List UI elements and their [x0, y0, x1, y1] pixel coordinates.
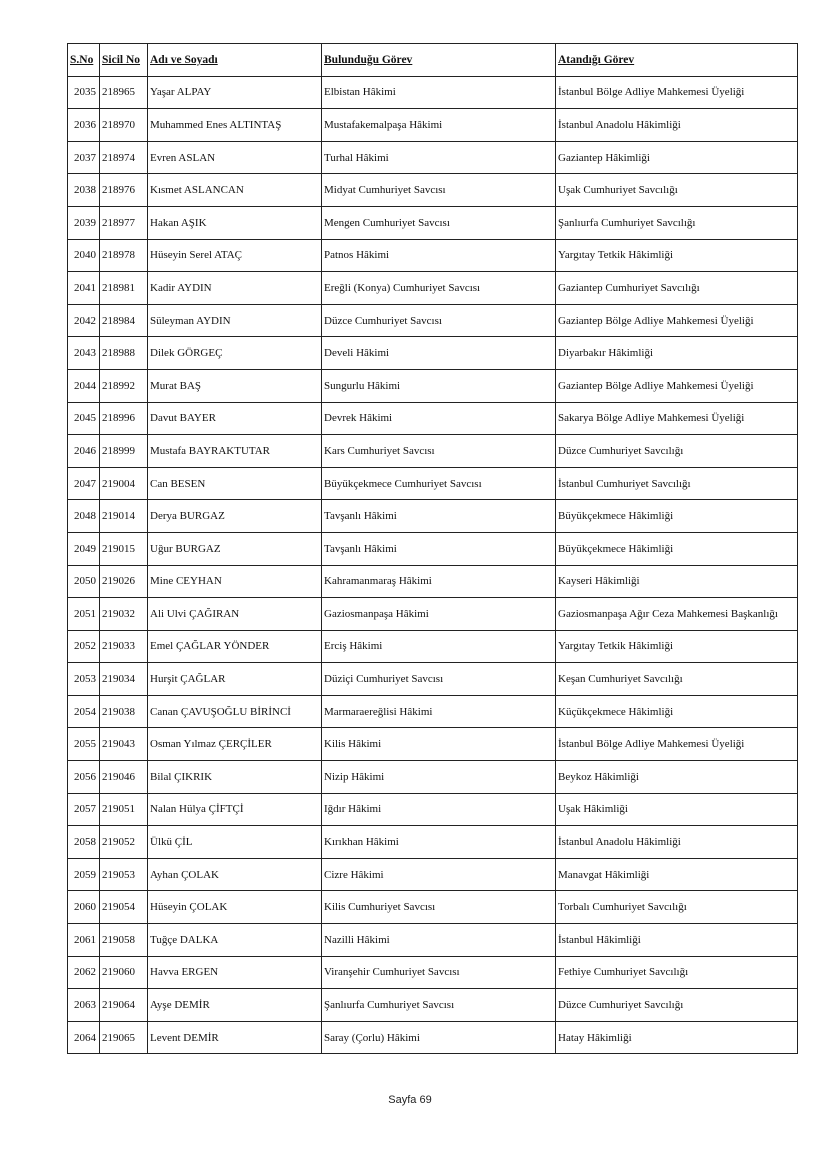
cell-name: Kısmet ASLANCAN — [148, 174, 322, 207]
cell-sno: 2043 — [68, 337, 100, 370]
cell-sno: 2051 — [68, 598, 100, 631]
cell-assigned-position: Beykoz Hâkimliği — [556, 761, 798, 794]
cell-name: Havva ERGEN — [148, 956, 322, 989]
cell-current-position: Ereğli (Konya) Cumhuriyet Savcısı — [322, 272, 556, 305]
cell-assigned-position: Gaziantep Bölge Adliye Mahkemesi Üyeliği — [556, 304, 798, 337]
cell-name: Osman Yılmaz ÇERÇİLER — [148, 728, 322, 761]
table-header-row — [68, 44, 798, 77]
cell-sicil-no: 218992 — [100, 369, 148, 402]
cell-name: Nalan Hülya ÇİFTÇİ — [148, 793, 322, 826]
table-row — [68, 239, 798, 272]
table-row — [68, 956, 798, 989]
appointments-table — [67, 43, 798, 1054]
cell-name: Davut BAYER — [148, 402, 322, 435]
cell-name: Levent DEMİR — [148, 1021, 322, 1054]
table-row — [68, 500, 798, 533]
cell-assigned-position: Fethiye Cumhuriyet Savcılığı — [556, 956, 798, 989]
cell-sicil-no: 219060 — [100, 956, 148, 989]
table-row — [68, 826, 798, 859]
cell-name: Mine CEYHAN — [148, 565, 322, 598]
cell-sicil-no: 219038 — [100, 695, 148, 728]
cell-sicil-no: 218981 — [100, 272, 148, 305]
cell-name: Bilal ÇIKRIK — [148, 761, 322, 794]
cell-sicil-no: 218974 — [100, 141, 148, 174]
table-row — [68, 989, 798, 1022]
table-row — [68, 598, 798, 631]
table-row — [68, 304, 798, 337]
cell-name: Kadir AYDIN — [148, 272, 322, 305]
cell-assigned-position: Uşak Hâkimliği — [556, 793, 798, 826]
cell-name: Hurşit ÇAĞLAR — [148, 663, 322, 696]
cell-sno: 2039 — [68, 206, 100, 239]
cell-name: Mustafa BAYRAKTUTAR — [148, 435, 322, 468]
cell-sicil-no: 219052 — [100, 826, 148, 859]
table-row — [68, 532, 798, 565]
cell-current-position: Cizre Hâkimi — [322, 858, 556, 891]
cell-current-position: Mustafakemalpaşa Hâkimi — [322, 109, 556, 142]
cell-current-position: Elbistan Hâkimi — [322, 76, 556, 109]
table-row — [68, 206, 798, 239]
table-row — [68, 76, 798, 109]
cell-sno: 2038 — [68, 174, 100, 207]
cell-sno: 2052 — [68, 630, 100, 663]
table-row — [68, 109, 798, 142]
cell-assigned-position: Gaziantep Cumhuriyet Savcılığı — [556, 272, 798, 305]
table-body — [68, 76, 798, 1054]
table-row — [68, 337, 798, 370]
cell-sicil-no: 219053 — [100, 858, 148, 891]
cell-current-position: Develi Hâkimi — [322, 337, 556, 370]
cell-sicil-no: 219004 — [100, 467, 148, 500]
header-assigned-position: Atandığı Görev — [556, 44, 798, 77]
page-number: Sayfa 69 — [388, 1094, 432, 1106]
cell-sno: 2035 — [68, 76, 100, 109]
cell-current-position: Devrek Hâkimi — [322, 402, 556, 435]
cell-assigned-position: İstanbul Cumhuriyet Savcılığı — [556, 467, 798, 500]
cell-sno: 2045 — [68, 402, 100, 435]
cell-sicil-no: 218977 — [100, 206, 148, 239]
cell-current-position: Gaziosmanpaşa Hâkimi — [322, 598, 556, 631]
cell-sicil-no: 219032 — [100, 598, 148, 631]
cell-current-position: Tavşanlı Hâkimi — [322, 532, 556, 565]
table-row — [68, 1021, 798, 1054]
cell-assigned-position: Torbalı Cumhuriyet Savcılığı — [556, 891, 798, 924]
cell-sno: 2064 — [68, 1021, 100, 1054]
cell-assigned-position: Düzce Cumhuriyet Savcılığı — [556, 989, 798, 1022]
cell-sicil-no: 219064 — [100, 989, 148, 1022]
cell-sno: 2037 — [68, 141, 100, 174]
table-row — [68, 924, 798, 957]
cell-assigned-position: Büyükçekmece Hâkimliği — [556, 532, 798, 565]
cell-name: Ülkü ÇİL — [148, 826, 322, 859]
cell-name: Evren ASLAN — [148, 141, 322, 174]
cell-sicil-no: 218996 — [100, 402, 148, 435]
table-row — [68, 728, 798, 761]
cell-sno: 2061 — [68, 924, 100, 957]
cell-sno: 2053 — [68, 663, 100, 696]
cell-current-position: Tavşanlı Hâkimi — [322, 500, 556, 533]
cell-assigned-position: Gaziantep Bölge Adliye Mahkemesi Üyeliği — [556, 369, 798, 402]
cell-name: Muhammed Enes ALTINTAŞ — [148, 109, 322, 142]
cell-sno: 2063 — [68, 989, 100, 1022]
cell-name: Hakan AŞIK — [148, 206, 322, 239]
cell-assigned-position: Uşak Cumhuriyet Savcılığı — [556, 174, 798, 207]
cell-current-position: Nazilli Hâkimi — [322, 924, 556, 957]
cell-assigned-position: Kayseri Hâkimliği — [556, 565, 798, 598]
cell-sicil-no: 218978 — [100, 239, 148, 272]
cell-sno: 2036 — [68, 109, 100, 142]
cell-name: Canan ÇAVUŞOĞLU BİRİNCİ — [148, 695, 322, 728]
cell-sno: 2047 — [68, 467, 100, 500]
cell-name: Dilek GÖRGEÇ — [148, 337, 322, 370]
cell-assigned-position: Büyükçekmece Hâkimliği — [556, 500, 798, 533]
cell-current-position: Midyat Cumhuriyet Savcısı — [322, 174, 556, 207]
cell-sno: 2057 — [68, 793, 100, 826]
cell-current-position: Sungurlu Hâkimi — [322, 369, 556, 402]
cell-sicil-no: 218965 — [100, 76, 148, 109]
cell-sicil-no: 219026 — [100, 565, 148, 598]
cell-name: Murat BAŞ — [148, 369, 322, 402]
cell-current-position: Şanlıurfa Cumhuriyet Savcısı — [322, 989, 556, 1022]
table-row — [68, 174, 798, 207]
table-row — [68, 141, 798, 174]
table-row — [68, 695, 798, 728]
cell-assigned-position: Keşan Cumhuriyet Savcılığı — [556, 663, 798, 696]
cell-sicil-no: 219046 — [100, 761, 148, 794]
cell-current-position: Viranşehir Cumhuriyet Savcısı — [322, 956, 556, 989]
cell-assigned-position: İstanbul Bölge Adliye Mahkemesi Üyeliği — [556, 76, 798, 109]
cell-assigned-position: Yargıtay Tetkik Hâkimliği — [556, 239, 798, 272]
cell-name: Derya BURGAZ — [148, 500, 322, 533]
cell-current-position: Kars Cumhuriyet Savcısı — [322, 435, 556, 468]
table-row — [68, 793, 798, 826]
cell-current-position: Erciş Hâkimi — [322, 630, 556, 663]
cell-sicil-no: 219051 — [100, 793, 148, 826]
cell-sno: 2044 — [68, 369, 100, 402]
cell-assigned-position: Manavgat Hâkimliği — [556, 858, 798, 891]
table-row — [68, 858, 798, 891]
cell-assigned-position: Gaziantep Hâkimliği — [556, 141, 798, 174]
cell-current-position: Büyükçekmece Cumhuriyet Savcısı — [322, 467, 556, 500]
cell-assigned-position: Gaziosmanpaşa Ağır Ceza Mahkemesi Başkanlığı — [556, 598, 798, 631]
cell-sno: 2049 — [68, 532, 100, 565]
cell-sicil-no: 218999 — [100, 435, 148, 468]
cell-assigned-position: İstanbul Anadolu Hâkimliği — [556, 826, 798, 859]
header-current-position: Bulunduğu Görev — [322, 44, 556, 77]
table-row — [68, 630, 798, 663]
cell-sicil-no: 218988 — [100, 337, 148, 370]
cell-current-position: Düziçi Cumhuriyet Savcısı — [322, 663, 556, 696]
table-row — [68, 369, 798, 402]
cell-assigned-position: Yargıtay Tetkik Hâkimliği — [556, 630, 798, 663]
cell-sno: 2054 — [68, 695, 100, 728]
cell-name: Ayşe DEMİR — [148, 989, 322, 1022]
cell-sno: 2042 — [68, 304, 100, 337]
cell-assigned-position: Şanlıurfa Cumhuriyet Savcılığı — [556, 206, 798, 239]
cell-name: Can BESEN — [148, 467, 322, 500]
table-row — [68, 272, 798, 305]
cell-sno: 2041 — [68, 272, 100, 305]
cell-assigned-position: Düzce Cumhuriyet Savcılığı — [556, 435, 798, 468]
cell-sicil-no: 219043 — [100, 728, 148, 761]
cell-name: Ayhan ÇOLAK — [148, 858, 322, 891]
cell-sicil-no: 219058 — [100, 924, 148, 957]
table-row — [68, 565, 798, 598]
cell-current-position: Marmaraereğlisi Hâkimi — [322, 695, 556, 728]
cell-assigned-position: Sakarya Bölge Adliye Mahkemesi Üyeliği — [556, 402, 798, 435]
cell-sicil-no: 219034 — [100, 663, 148, 696]
cell-current-position: Kahramanmaraş Hâkimi — [322, 565, 556, 598]
cell-sicil-no: 219033 — [100, 630, 148, 663]
cell-sicil-no: 218976 — [100, 174, 148, 207]
cell-current-position: Patnos Hâkimi — [322, 239, 556, 272]
cell-sicil-no: 218984 — [100, 304, 148, 337]
cell-sicil-no: 219015 — [100, 532, 148, 565]
cell-assigned-position: İstanbul Hâkimliği — [556, 924, 798, 957]
cell-current-position: Kilis Hâkimi — [322, 728, 556, 761]
cell-sno: 2059 — [68, 858, 100, 891]
cell-sno: 2050 — [68, 565, 100, 598]
table-row — [68, 435, 798, 468]
cell-sno: 2060 — [68, 891, 100, 924]
cell-assigned-position: Küçükçekmece Hâkimliği — [556, 695, 798, 728]
cell-name: Ali Ulvi ÇAĞIRAN — [148, 598, 322, 631]
table-row — [68, 402, 798, 435]
cell-sno: 2046 — [68, 435, 100, 468]
cell-assigned-position: İstanbul Anadolu Hâkimliği — [556, 109, 798, 142]
cell-current-position: Düzce Cumhuriyet Savcısı — [322, 304, 556, 337]
cell-name: Hüseyin Serel ATAÇ — [148, 239, 322, 272]
header-name: Adı ve Soyadı — [148, 44, 322, 77]
cell-name: Süleyman AYDIN — [148, 304, 322, 337]
cell-current-position: Mengen Cumhuriyet Savcısı — [322, 206, 556, 239]
cell-sno: 2048 — [68, 500, 100, 533]
header-sno: S.No — [68, 44, 100, 77]
table-row — [68, 891, 798, 924]
table-row — [68, 663, 798, 696]
cell-name: Yaşar ALPAY — [148, 76, 322, 109]
cell-sno: 2056 — [68, 761, 100, 794]
cell-current-position: Nizip Hâkimi — [322, 761, 556, 794]
cell-current-position: Turhal Hâkimi — [322, 141, 556, 174]
cell-sno: 2055 — [68, 728, 100, 761]
table-row — [68, 467, 798, 500]
cell-current-position: Kilis Cumhuriyet Savcısı — [322, 891, 556, 924]
cell-sicil-no: 219065 — [100, 1021, 148, 1054]
cell-sno: 2062 — [68, 956, 100, 989]
cell-sicil-no: 219014 — [100, 500, 148, 533]
cell-assigned-position: Hatay Hâkimliği — [556, 1021, 798, 1054]
cell-sno: 2040 — [68, 239, 100, 272]
cell-current-position: Iğdır Hâkimi — [322, 793, 556, 826]
cell-current-position: Saray (Çorlu) Hâkimi — [322, 1021, 556, 1054]
cell-sicil-no: 218970 — [100, 109, 148, 142]
header-sicil-no: Sicil No — [100, 44, 148, 77]
cell-current-position: Kırıkhan Hâkimi — [322, 826, 556, 859]
cell-sno: 2058 — [68, 826, 100, 859]
cell-name: Hüseyin ÇOLAK — [148, 891, 322, 924]
table-row — [68, 761, 798, 794]
cell-name: Emel ÇAĞLAR YÖNDER — [148, 630, 322, 663]
cell-name: Uğur BURGAZ — [148, 532, 322, 565]
cell-sicil-no: 219054 — [100, 891, 148, 924]
cell-assigned-position: Diyarbakır Hâkimliği — [556, 337, 798, 370]
cell-assigned-position: İstanbul Bölge Adliye Mahkemesi Üyeliği — [556, 728, 798, 761]
cell-name: Tuğçe DALKA — [148, 924, 322, 957]
